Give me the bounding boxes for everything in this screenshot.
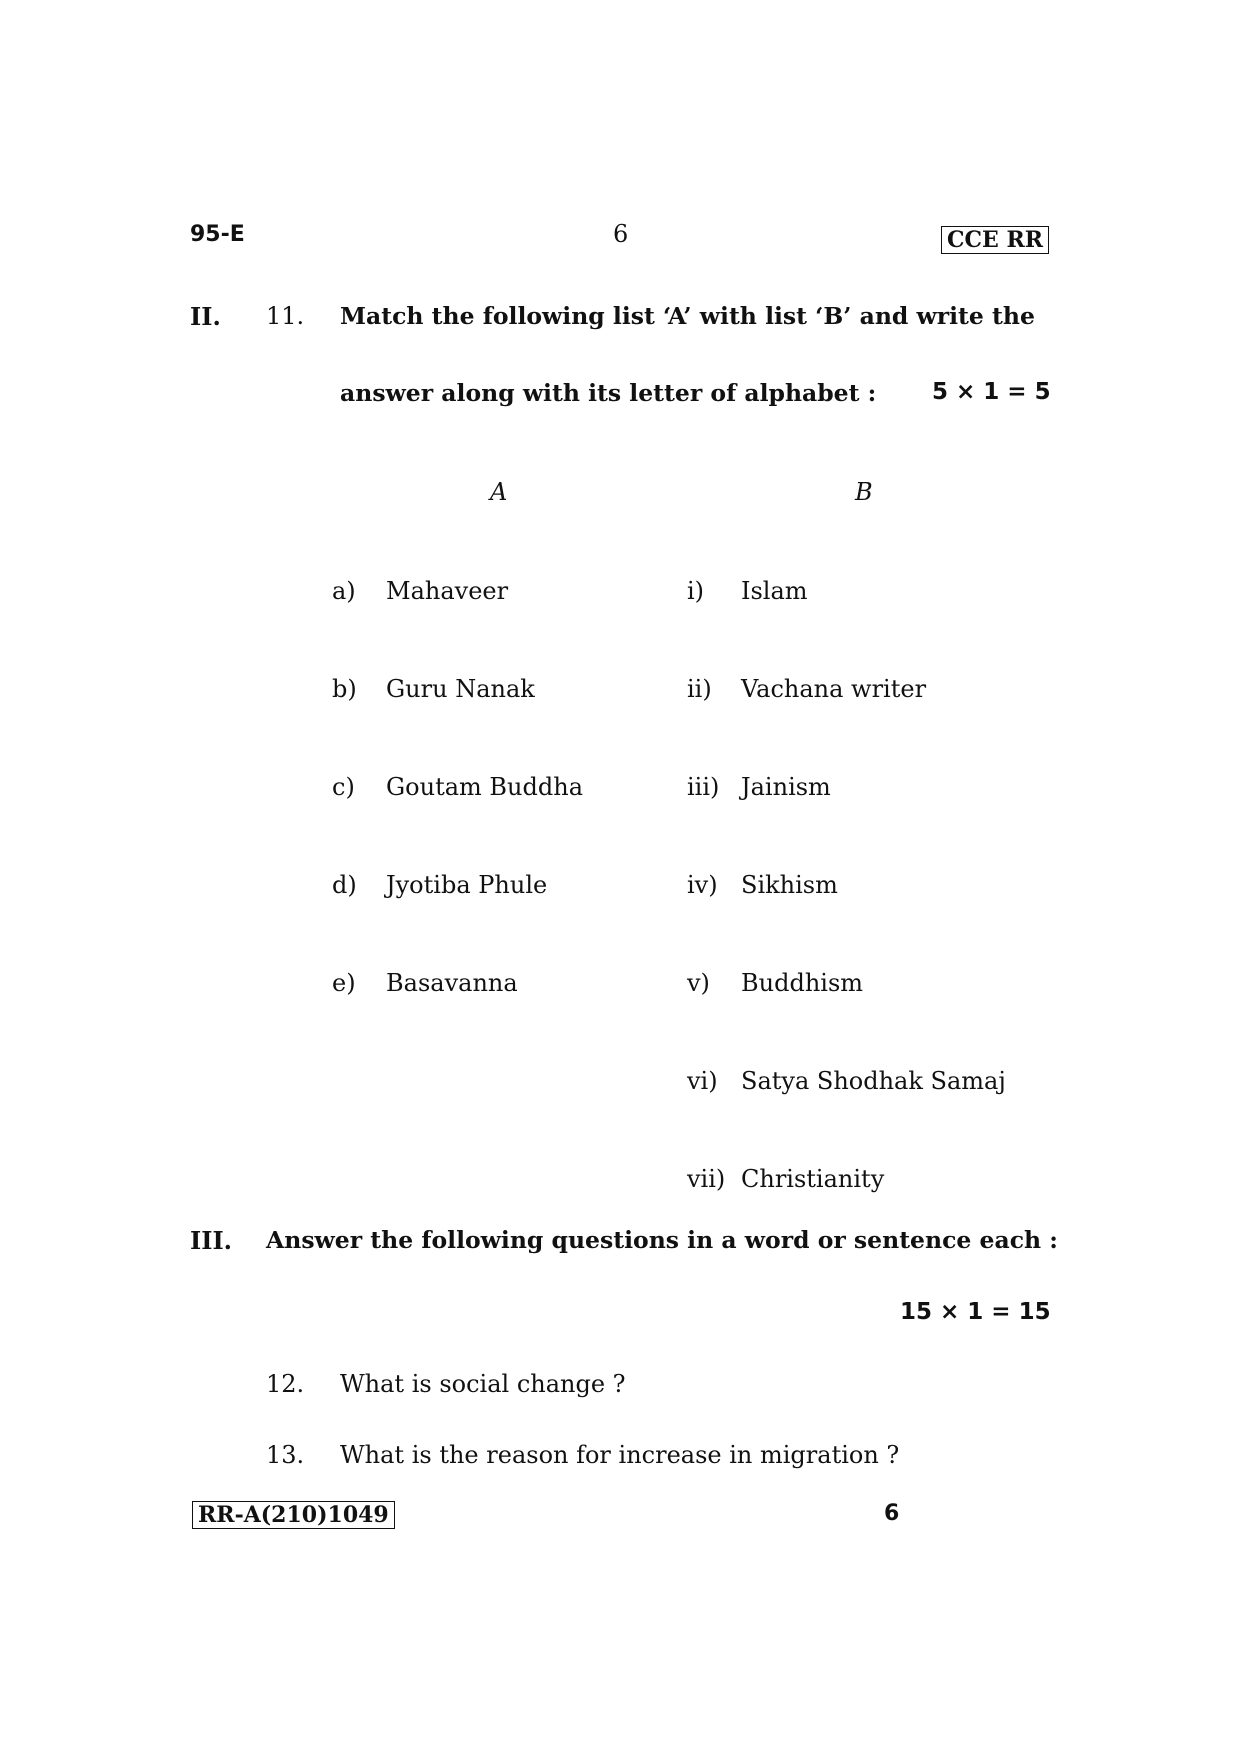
- section-3-heading: Answer the following questions in a word or sentence each :: [266, 1226, 1058, 1254]
- list-a-item: Goutam Buddha: [386, 773, 584, 801]
- list-b-label: ii): [687, 675, 712, 703]
- list-a-label: b): [332, 675, 357, 703]
- list-b-item: Jainism: [741, 773, 831, 801]
- question-11-marks: 5 × 1 = 5: [932, 379, 1051, 405]
- list-b-label: vii): [687, 1165, 726, 1193]
- list-b-item: Vachana writer: [741, 675, 927, 703]
- list-a-item: Guru Nanak: [386, 675, 535, 703]
- footer-code: RR-A(210)1049: [192, 1501, 395, 1529]
- list-b-item: Islam: [741, 577, 808, 605]
- list-a-label: e): [332, 969, 356, 997]
- list-b-item: Sikhism: [741, 871, 838, 899]
- question-11-number: 11.: [266, 302, 305, 330]
- list-a-label: c): [332, 773, 355, 801]
- list-a-item: Jyotiba Phule: [386, 871, 548, 899]
- question-11-line-1: Match the following list ‘A’ with list ‘B’ and write the: [340, 302, 1035, 330]
- list-b-label: i): [687, 577, 705, 605]
- list-a-item: Basavanna: [386, 969, 518, 997]
- column-b-heading: B: [855, 478, 873, 506]
- list-b-label: v): [687, 969, 710, 997]
- list-b-label: vi): [687, 1067, 718, 1095]
- list-b-item: Buddhism: [741, 969, 864, 997]
- footer-page-number: 6: [884, 1501, 900, 1526]
- paper-code: 95-E: [190, 222, 245, 247]
- question-number: 12.: [266, 1370, 305, 1398]
- list-a-label: d): [332, 871, 357, 899]
- list-a-item: Mahaveer: [386, 577, 509, 605]
- section-2-roman: II.: [190, 302, 221, 331]
- list-b-label: iii): [687, 773, 720, 801]
- list-b-item: Christianity: [741, 1165, 885, 1193]
- question-11-line-2: answer along with its letter of alphabet :: [340, 379, 877, 407]
- list-a-label: a): [332, 577, 356, 605]
- paper-badge: CCE RR: [941, 226, 1049, 254]
- column-a-heading: A: [490, 478, 508, 506]
- question-number: 13.: [266, 1441, 305, 1469]
- list-b-item: Satya Shodhak Samaj: [741, 1067, 1006, 1095]
- section-3-roman: III.: [190, 1226, 233, 1255]
- section-3-marks: 15 × 1 = 15: [900, 1299, 1051, 1325]
- page-number: 6: [613, 220, 629, 248]
- question-text: What is social change ?: [340, 1370, 626, 1398]
- question-text: What is the reason for increase in migration ?: [340, 1441, 900, 1469]
- list-b-label: iv): [687, 871, 718, 899]
